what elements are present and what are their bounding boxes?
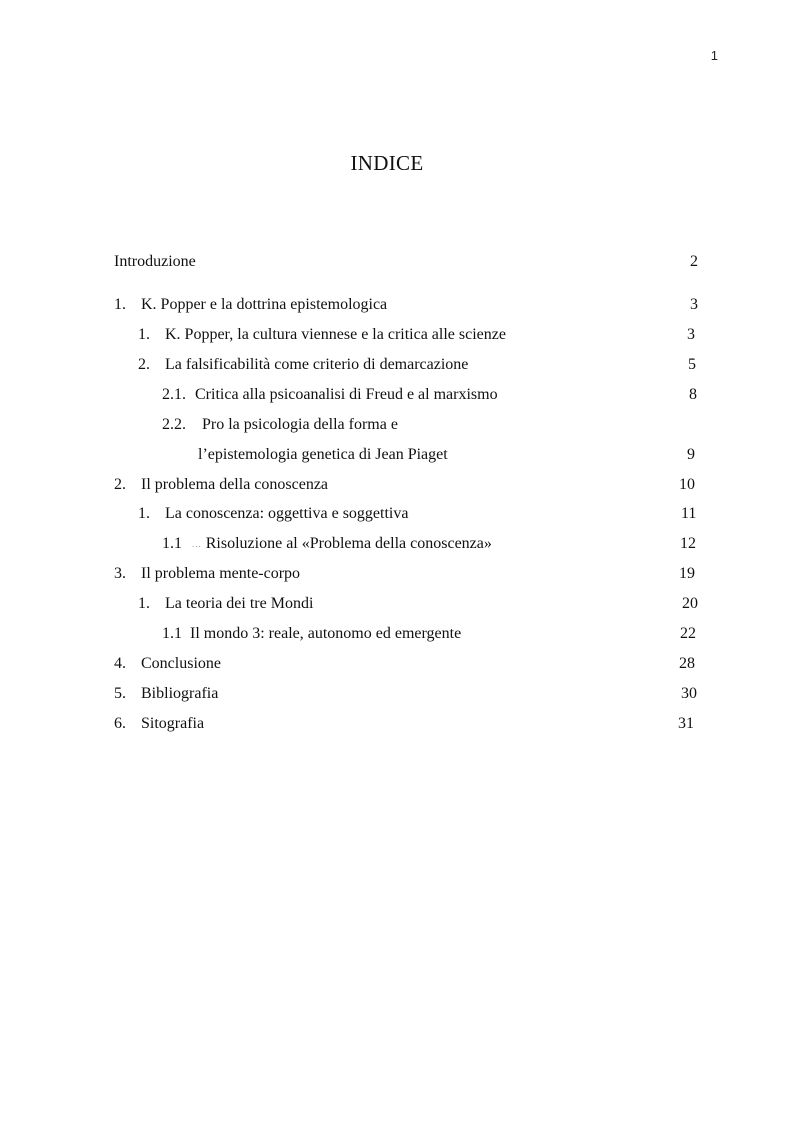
toc-entry-chapter-5[interactable] [114, 684, 218, 704]
toc-page: 11 [681, 505, 697, 522]
toc-entry-section-2-2[interactable] [162, 415, 398, 435]
toc-page: 9 [687, 446, 695, 463]
toc-entry-section-3-1-1[interactable] [162, 624, 461, 644]
toc-label: Pro la psicologia della forma e [202, 416, 398, 433]
toc-entry-section-1-2[interactable] [138, 355, 468, 375]
toc-page: 5 [688, 356, 696, 373]
toc-number: 1.1 [162, 625, 182, 642]
toc-number: 1. [138, 505, 150, 522]
toc-entry-section-2-1[interactable] [162, 385, 498, 405]
toc-label: Il problema della conoscenza [141, 476, 329, 493]
toc-entry-chapter-2[interactable] [114, 475, 328, 495]
toc-label: Sitografia [141, 715, 205, 732]
toc-label: l’epistemologia genetica di Jean Piaget [198, 446, 448, 463]
toc-entry-section-1-1[interactable] [138, 325, 506, 345]
toc-page: 22 [680, 625, 696, 642]
toc-number: 2.2. [162, 416, 186, 433]
toc-entry-section-2-1[interactable] [138, 504, 408, 524]
toc-number: 6. [114, 715, 126, 732]
toc-label: Il mondo 3: reale, autonomo ed emergente [190, 625, 462, 642]
toc-label: Il problema mente-corpo [141, 565, 301, 582]
toc-label: Bibliografia [141, 685, 219, 702]
toc-number: 2. [114, 476, 126, 493]
toc-page: 12 [680, 535, 696, 552]
toc-page: 10 [679, 476, 695, 493]
toc-number: 1. [114, 296, 126, 313]
toc-page: 2 [690, 253, 698, 270]
toc-entry-chapter-6[interactable] [114, 714, 204, 734]
toc-entry-chapter-1[interactable] [114, 295, 387, 315]
toc-number: 4. [114, 655, 126, 672]
toc-number: 5. [114, 685, 126, 702]
toc-entry-section-2-1-1[interactable] [162, 534, 492, 554]
toc-leader-dots: ... [192, 539, 202, 549]
toc-page: 19 [679, 565, 695, 582]
toc-number: 3. [114, 565, 126, 582]
toc-number: 1. [138, 326, 150, 343]
toc-label: K. Popper e la dottrina epistemologica [141, 296, 388, 313]
toc-label: Conclusione [141, 655, 221, 672]
toc-page: 3 [690, 296, 698, 313]
toc-label: La falsificabilità come criterio di demarcazione [165, 356, 469, 373]
toc-label: Critica alla psicoanalisi di Freud e al marxismo [195, 386, 498, 403]
toc-number: 2.1. [162, 386, 186, 403]
toc-page: 20 [682, 595, 698, 612]
toc-entry-introduzione[interactable] [114, 252, 196, 272]
toc-label: Risoluzione al «Problema della conoscenza» [205, 535, 492, 552]
toc-entry-chapter-4[interactable] [114, 654, 221, 674]
toc-entry-section-2-2-cont[interactable] [198, 445, 448, 465]
toc-page: 30 [681, 685, 697, 702]
toc-page: 3 [687, 326, 695, 343]
toc-label: La conoscenza: oggettiva e soggettiva [165, 505, 409, 522]
toc-number: 2. [138, 356, 150, 373]
toc-number: 1. [138, 595, 150, 612]
toc-label: Introduzione [114, 253, 196, 270]
toc-entry-chapter-3[interactable] [114, 564, 300, 584]
toc-page: 28 [679, 655, 695, 672]
toc-label: La teoria dei tre Mondi [165, 595, 314, 612]
toc-page: 31 [678, 715, 694, 732]
toc-number: 1.1 [162, 535, 182, 552]
toc-entry-section-3-1[interactable] [138, 594, 313, 614]
page-title: INDICE [350, 151, 424, 175]
page-number: 1 [710, 48, 718, 63]
toc-label: K. Popper, la cultura viennese e la critica alle scienze [165, 326, 506, 343]
toc-page: 8 [689, 386, 697, 403]
